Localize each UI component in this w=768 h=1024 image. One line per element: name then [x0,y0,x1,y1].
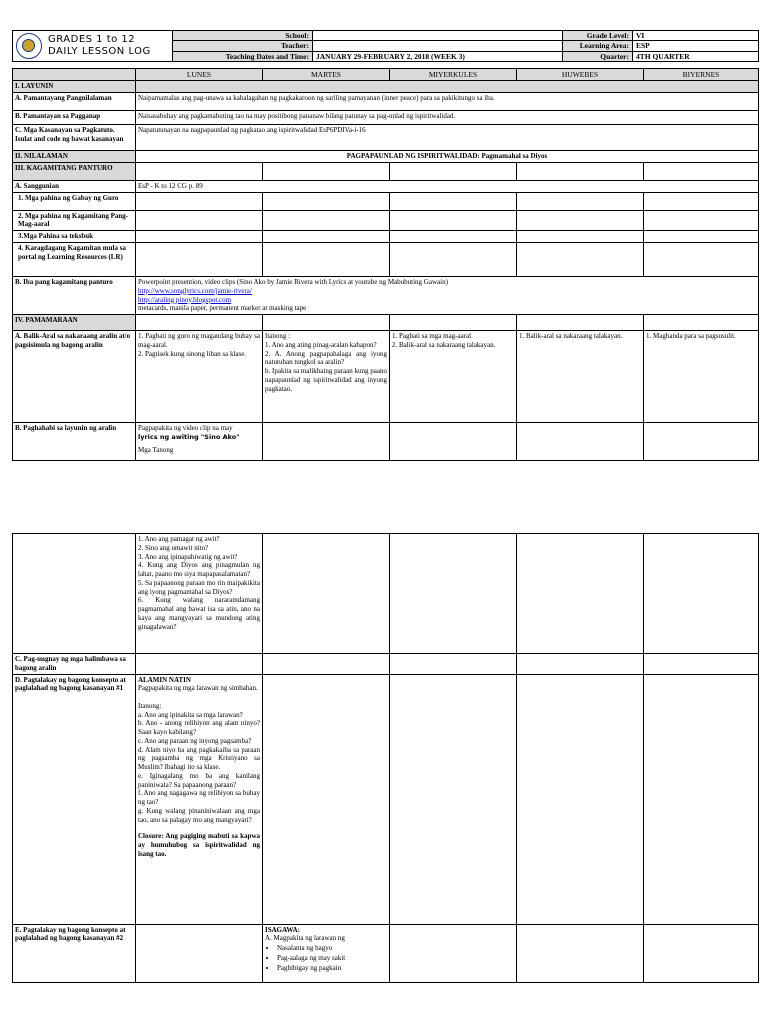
pagtalakay1-lunes [136,674,263,924]
gabay-cell-2 [263,192,390,210]
pamamaraan-cell-2 [263,315,390,331]
paghahabi-text3: Mga Tanong [138,446,174,454]
pag-uugnay-lunes [136,654,263,675]
grade-label: Grade Level: [563,31,633,41]
paghahabi-label: B. Paghahabi sa layunin ng aralin [13,423,136,461]
kagamitang-mag-cell-1 [136,210,263,231]
paghahabi-lunes [136,423,263,461]
teksbuk-cell-1 [136,231,263,243]
kagamitang-mag-cell-2 [263,210,390,231]
araling-pinoy-link[interactable]: http://araling pinoy.blogspot.com [138,295,232,304]
paghahabi-miyerkules [390,423,517,461]
day-miyerkules: MIYERKULES [390,69,517,81]
balik-martes: Itanong : 1. Ano ang ating pinag-aralan kahapon? 2. A. Anong pagpapahalaga ang iyong natutuhan tungkol sa aralin? b. Ipakita sa malikhaing paraan kung paano napapaunlad ng ispiritwalidad ang inyong pagkatao. [263,331,390,423]
paghahabi-biyernes [644,423,759,461]
header-title [48,34,151,58]
pamamaraan-cell-1 [136,315,263,331]
alamin-text: Pagpapakita ng mga larawan ng simbahan. Itanong: a. Ano ang ipinakita sa mga larawan? b. Ano - anong relihiyon ang alam ninyo? Saan kayo kabilang? c. Ano ang paraan ng inyong pagsamba? d. Alam niyo ba ang pagkakaiba sa paraan ng pagsamba ng mga Kristiyano sa Muslim? Ibahagi ito sa klase. e. Iginagalang mo ba ang kanilang paniniwala? Sa papaanong paraan? f. Ano ang nagagawa ng relihiyon sa buhay ng tao? g. Kung walang pinaniniwalaan ang mga tao, ano sa palagay mo ang mangyayari? [138,684,260,824]
pagtalakay2-miyerkules [390,924,517,982]
questions-biyernes [644,534,759,654]
pagtalakay1-label: D. Pagtalakay ng bagong konsepto at paglalahad ng bagong kasanayan #1 [13,674,136,924]
isagawa-intro: A. Magpakita ng larawan ng [265,934,345,943]
school-value [313,31,563,41]
kagamitang-cell-5 [644,162,759,180]
gabay-cell-4 [517,192,644,210]
karagdagang-cell-5 [644,243,759,277]
gabay-cell-3 [390,192,517,210]
day-lunes: LUNES [136,69,263,81]
pag-uugnay-martes [263,654,390,675]
day-huwebes: HUWEBES [517,69,644,81]
day-biyernes: BIYERNES [644,69,759,81]
balik-miyerkules: 1. Pagbati sa mga mag-aaral. 2. Balik-aral sa nakaraang talakayan. [390,331,517,423]
header [12,30,758,62]
isagawa-item: • Nasalanta ng bagyo [277,944,387,953]
pamamaraan-label: IV. PAMAMARAAN [13,315,136,331]
kagamitang-mag-label: 2. Mga pahina ng Kagamitang Pang-Mag-aaral [13,210,136,231]
pagtalakay2-martes [263,924,390,982]
iba-text2: metacards, manila paper, permanent marker at masking tape [138,304,307,313]
teksbuk-cell-5 [644,231,759,243]
teacher-value [313,41,563,51]
pamantayang-label: A. Pamantayang Pangnilalaman [13,93,136,111]
gabay-cell-5 [644,192,759,210]
pagtalakay2-lunes [136,924,263,982]
balik-huwebes: 1. Balik-aral sa nakaraang talakayan. [517,331,644,423]
pamamaraan-cell-5 [644,315,759,331]
isagawa-item: • Pagbibigay ng pagkain [277,964,387,973]
pamamaraan-cell-3 [390,315,517,331]
day-martes: MARTES [263,69,390,81]
isagawa-title: ISAGAWA: [265,925,301,934]
pagganap-label: B. Pamantayan sa Pagganap [13,111,136,125]
pagtalakay1-miyerkules [390,674,517,924]
karagdagang-cell-1 [136,243,263,277]
karagdagang-cell-2 [263,243,390,277]
pamantayang-text: Naipamamalas ang pag-unawa sa kahalagahan ng pagkakaroon ng sariling pamayanan (inner peace) para sa pakikitungo sa iba. [136,93,759,111]
lesson-table [12,68,759,461]
kagamitang-mag-cell-5 [644,210,759,231]
questions-label-cell [13,534,136,654]
lesson-table-continued [12,533,759,983]
nilalaman-label: II. NILALAMAN [13,151,136,163]
kasanayan-label: C. Mga Kasanayan sa Pagkatuto. Isulat and code ng bawat kasanayan [13,125,136,151]
corner-cell [13,69,136,81]
paghahabi-martes [263,423,390,461]
header-title-cell [13,31,173,62]
teacher-label: Teacher: [173,41,313,51]
pagtalakay1-martes [263,674,390,924]
pagtalakay1-biyernes [644,674,759,924]
pag-uugnay-huwebes [517,654,644,675]
pag-uugnay-biyernes [644,654,759,675]
paghahabi-text1: Pagpapakita ng video clip na may [138,424,233,433]
quarter-value: 4TH QUARTER [633,51,759,61]
kagamitang-mag-cell-3 [390,210,517,231]
questions-list: 1. Ano ang pamagat ng awit? 2. Sino ang umawit nito? 3. Ano ang ipinapahiwatig ng awit? 4. Kung ang Diyos ang pinagmulan ng lahat, paano mo siya mapapasalamatan? 5. Sa papaanong paraan mo rin maipakikita ang iyong pagmamahal sa Diyos? 6. Kung walang nararamdamang pagmamahal ang bawat isa sa atin, ano na kaya ang mangyayari sa mundong ating ginagalawan? [136,534,263,654]
pag-uugnay-miyerkules [390,654,517,675]
area-label: Learning Area: [563,41,633,51]
songlyrics-link[interactable]: http://www.songlyrics.com/jamie-rivera/ [138,286,252,295]
title-line2: DAILY LESSON LOG [48,46,151,58]
questions-miyerkules [390,534,517,654]
pag-uugnay-label: C. Pag-uugnay ng mga halimbawa sa bagong aralin [13,654,136,675]
teksbuk-label: 3.Mga Pahina sa teksbuk [13,231,136,243]
dates-label: Teaching Dates and Time: [173,51,313,61]
lesson-table-page2 [12,533,758,983]
alamin-title: ALAMIN NATIN [138,675,191,684]
pagganap-text: Naisasabuhay ang pagkamabuting tao na may positibong pananaw bilang patunay sa pag-unlad ng ispiritwalidad. [136,111,759,125]
kagamitang-mag-cell-4 [517,210,644,231]
pagtalakay2-biyernes [644,924,759,982]
karagdagang-cell-3 [390,243,517,277]
isagawa-list [265,944,387,972]
layunin-bar [136,81,759,93]
header-table [12,30,759,62]
title-line1: GRADES 1 to 12 [48,34,136,46]
closure-text: Closure: Ang pagiging mabuti sa kapwa ay humuhubog sa ispiritwalidad ng isang tao. [138,832,260,858]
pagtalakay2-huwebes [517,924,644,982]
karagdagang-cell-4 [517,243,644,277]
balik-biyernes: 1. Maghanda para sa pagsusulit. [644,331,759,423]
kagamitang-cell-1 [136,162,263,180]
deped-seal-icon [16,33,42,59]
pagtalakay1-huwebes [517,674,644,924]
iba-text1: Powerpoint presention, video clips (Sino Ako by Jamie Rivera with Lyrics at youtube ng Mabubuting Gawain) [138,278,448,287]
area-value: ESP [633,41,759,51]
balik-label: A. Balik-Aral sa nakaraang aralin at/o pagsisimula ng bagong aralin [13,331,136,423]
lesson-table-page1 [12,68,758,461]
gabay-cell-1 [136,192,263,210]
quarter-label: Quarter: [563,51,633,61]
nilalaman-text: PAGPAPAUNLAD NG ISPIRITWALIDAD: Pagmamahal sa Diyos [136,151,759,163]
teksbuk-cell-4 [517,231,644,243]
paghahabi-huwebes [517,423,644,461]
layunin-heading: I. LAYUNIN [13,81,136,93]
teksbuk-cell-2 [263,231,390,243]
questions-martes [263,534,390,654]
iba-text [136,277,759,315]
kagamitang-cell-3 [390,162,517,180]
kagamitang-label: III. KAGAMITANG PANTURO [13,162,136,180]
pamamaraan-cell-4 [517,315,644,331]
iba-label: B. Iba pang kagamitang panturo [13,277,136,315]
gabay-label: 1. Mga pahina ng Gabay ng Guro [13,192,136,210]
grade-value: VI [633,31,759,41]
kagamitang-cell-2 [263,162,390,180]
kasanayan-text: Napatutunayan na nagpapaunlad ng pagkatao ang ispiritwalidad EsP6PDIVa-i-16 [136,125,759,151]
kagamitang-cell-4 [517,162,644,180]
sanggunian-text: EsP - K to 12 CG p. 89 [136,180,759,192]
questions-huwebes [517,534,644,654]
balik-lunes: 1. Pagbati ng guro ng magandang buhay sa mag-aaral. 2. Pagtisek kung sinong liban sa klase. [136,331,263,423]
sanggunian-label: A. Sanggunian [13,180,136,192]
isagawa-item: • Pag-aalaga ng may sakit [277,954,387,963]
paghahabi-text2: lyrics ng awiting "Sino Ako" [138,432,240,441]
pagtalakay2-label: E. Pagtalakay ng bagong konsepto at paglalahad ng bagong kasanayan #2 [13,924,136,982]
dates-value: JANUARY 29-FEBRUARY 2, 2018 (WEEK 3) [313,51,563,61]
teksbuk-cell-3 [390,231,517,243]
school-label: School: [173,31,313,41]
karagdagang-label: 4. Karagdagang Kagamitan mula sa portal ng Learning Resources (LR) [13,243,136,277]
